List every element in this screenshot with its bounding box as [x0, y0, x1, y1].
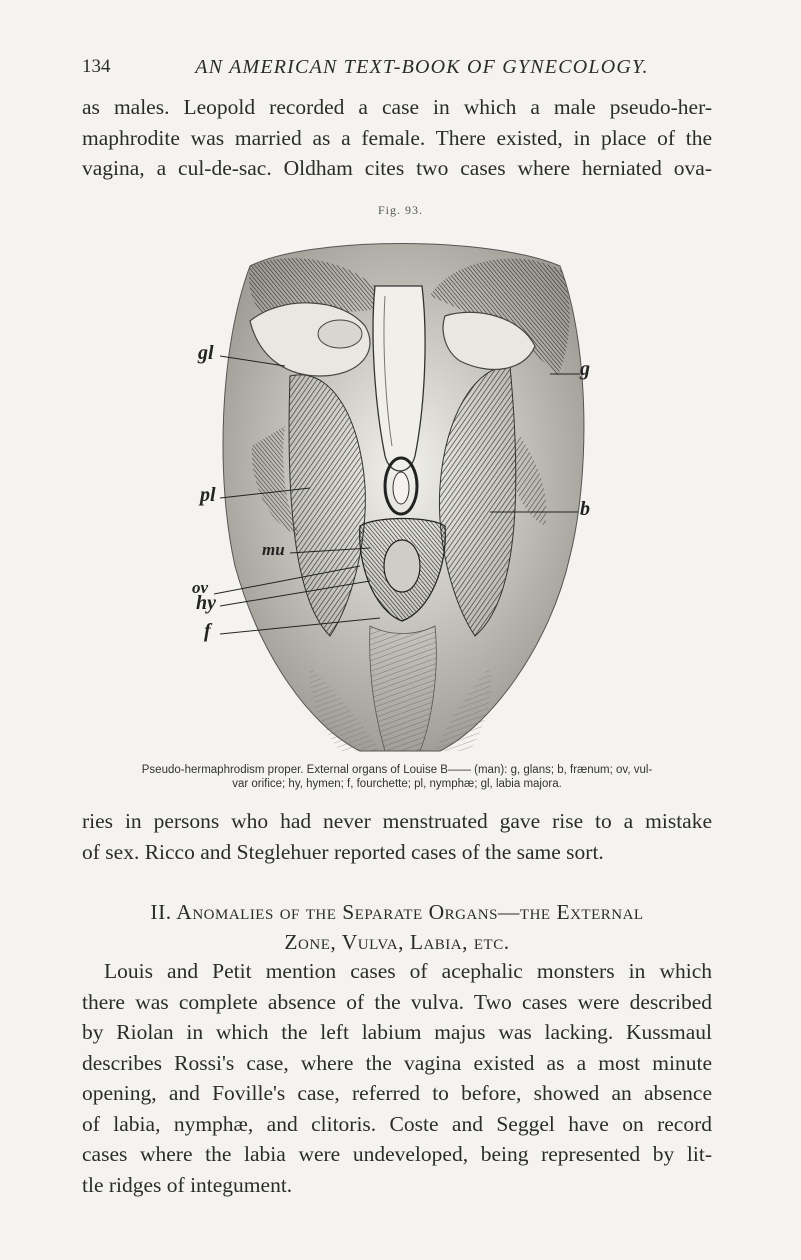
text-line: by Riolan in which the left labium majus was lacking. Kussmaul	[82, 1020, 712, 1044]
anatomical-engraving	[190, 226, 610, 756]
running-title: AN AMERICAN TEXT-BOOK OF GYNECOLOGY.	[195, 56, 649, 78]
text-line: tle ridges of integument.	[82, 1172, 293, 1197]
paragraph-3	[82, 956, 712, 1200]
paragraph-1	[82, 92, 712, 184]
caption-line: Pseudo-hermaphrodism proper. External organs of Louise B—— (man): g, glans; b, frænum; ov, vul-	[141, 764, 653, 776]
caption-line: var orifice; hy, hymen; f, fourchette; pl, nymphæ; gl, labia majora.	[232, 778, 562, 790]
section-heading	[82, 897, 712, 957]
label-b: b	[580, 498, 590, 520]
page-header	[82, 56, 702, 86]
text-line: there was complete absence of the vulva. Two cases were described	[82, 989, 712, 1014]
text-line: as males. Leopold recorded a case in which a male pseudo-her-	[82, 95, 712, 119]
text-line: ries in persons who had never menstruated gave rise to a mistake	[82, 809, 712, 833]
text-line: maphrodite was married as a female. There existed, in place of the	[82, 125, 712, 150]
section-heading-line-1: II. Anomalies of the Separate Organs—the External	[150, 900, 644, 924]
text-line: of labia, nymphæ, and clitoris. Coste and Seggel have on record	[82, 1111, 712, 1136]
label-pl: pl	[200, 484, 216, 506]
label-hy: hy	[196, 592, 216, 614]
text-line: vagina, a cul-de-sac. Oldham cites two cases where herniated ova-	[82, 156, 712, 180]
page-number: 134	[82, 56, 111, 77]
text-line: Louis and Petit mention cases of acephalic monsters in which	[104, 959, 712, 983]
label-f: f	[204, 620, 211, 642]
label-mu: mu	[262, 540, 285, 559]
text-line: opening, and Foville's case, referred to before, showed an absence	[82, 1081, 712, 1105]
figure-caption	[82, 763, 712, 791]
text-line: of sex. Ricco and Steglehuer reported cases of the same sort.	[82, 839, 604, 864]
paragraph-2	[82, 806, 712, 867]
label-g: g	[580, 358, 590, 380]
engraving-illustration	[190, 226, 610, 756]
label-gl: gl	[198, 342, 214, 364]
text-line: cases where the labia were undeveloped, being represented by lit-	[82, 1142, 712, 1166]
figure-number: Fig. 93.	[377, 203, 423, 217]
label-ov: ov	[192, 578, 209, 597]
text-line: describes Rossi's case, where the vagina existed as a most minute	[82, 1050, 712, 1075]
section-heading-line-2: Zone, Vulva, Labia, etc.	[284, 930, 510, 954]
